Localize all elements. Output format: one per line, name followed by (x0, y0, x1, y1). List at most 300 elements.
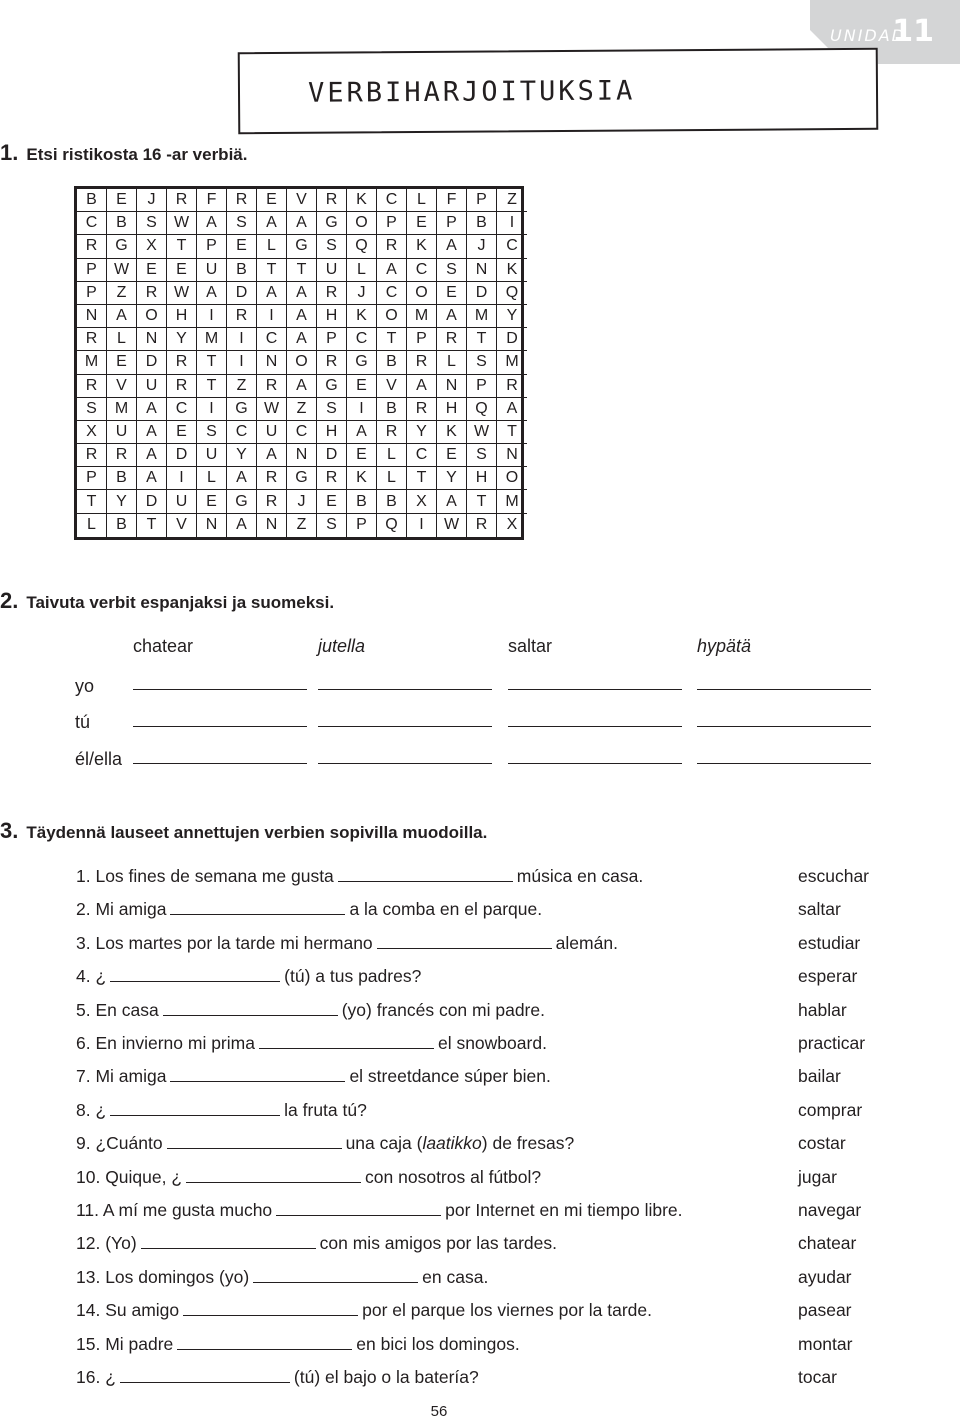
grid-cell: T (197, 351, 227, 374)
grid-cell: Z (287, 398, 317, 421)
grid-cell: Y (407, 421, 437, 444)
grid-cell: U (317, 259, 347, 282)
exercise-3-heading (0, 818, 487, 844)
grid-cell: L (197, 467, 227, 490)
grid-cell: L (77, 514, 107, 537)
answer-blank[interactable] (170, 914, 345, 915)
grid-cell: M (497, 490, 527, 513)
grid-cell: L (437, 351, 467, 374)
verb-hint: bailar (798, 1066, 841, 1087)
grid-cell: C (227, 421, 257, 444)
grid-cell: P (407, 328, 437, 351)
grid-cell: B (377, 398, 407, 421)
grid-cell: C (77, 212, 107, 235)
grid-cell: T (77, 490, 107, 513)
grid-cell: U (197, 444, 227, 467)
grid-cell: R (317, 282, 347, 305)
grid-cell: A (437, 305, 467, 328)
grid-cell: O (497, 467, 527, 490)
grid-cell: N (197, 514, 227, 537)
grid-cell: B (377, 351, 407, 374)
grid-cell: J (137, 189, 167, 212)
grid-cell: W (167, 282, 197, 305)
grid-cell: K (347, 189, 377, 212)
verb-hint: comprar (798, 1099, 863, 1120)
sentence-item (76, 966, 421, 987)
grid-cell: S (437, 259, 467, 282)
answer-blank[interactable] (163, 1015, 338, 1016)
grid-cell: N (437, 375, 467, 398)
grid-cell: R (77, 328, 107, 351)
grid-cell: M (77, 351, 107, 374)
grid-cell: P (467, 375, 497, 398)
grid-cell: Y (107, 490, 137, 513)
answer-blank[interactable] (110, 1115, 280, 1116)
verb-hint: navegar (798, 1200, 862, 1220)
grid-cell: D (137, 351, 167, 374)
grid-cell: E (107, 189, 137, 212)
grid-cell: L (347, 259, 377, 282)
sentence-start: 6. En invierno mi prima (76, 1033, 255, 1053)
grid-cell: C (347, 328, 377, 351)
grid-cell: B (347, 490, 377, 513)
grid-cell: E (347, 375, 377, 398)
grid-cell: T (467, 328, 497, 351)
grid-cell: R (227, 189, 257, 212)
grid-cell: E (137, 259, 167, 282)
grid-cell: T (407, 467, 437, 490)
sentence-item (76, 1167, 541, 1188)
grid-cell: C (287, 421, 317, 444)
verb-hint: escuchar (798, 866, 870, 886)
grid-cell: Q (467, 398, 497, 421)
answer-blank[interactable] (253, 1282, 418, 1283)
grid-cell: N (257, 514, 287, 537)
sentence-end: el streetdance súper bien. (349, 1066, 551, 1087)
grid-cell: I (497, 212, 527, 235)
grid-cell: L (377, 467, 407, 490)
grid-cell: Z (107, 282, 137, 305)
grid-cell: A (197, 282, 227, 305)
grid-cell: Q (377, 514, 407, 537)
grid-cell: B (107, 514, 137, 537)
grid-cell: H (317, 421, 347, 444)
grid-cell: B (107, 212, 137, 235)
sentence-item (76, 1133, 574, 1154)
sentence-start: 16. ¿ (76, 1367, 116, 1387)
answer-blank[interactable] (133, 763, 307, 764)
answer-blank[interactable] (377, 948, 552, 949)
sentence-end: (tú) el bajo o la batería? (293, 1367, 479, 1387)
grid-cell: G (317, 375, 347, 398)
sentence-end: la fruta tú? (284, 1099, 367, 1120)
sentence-item (76, 899, 542, 920)
exercise-instruction: Taivuta verbit espanjaksi ja suomeksi. (26, 593, 335, 612)
grid-cell: M (497, 351, 527, 374)
answer-blank[interactable] (508, 763, 682, 764)
grid-cell: S (467, 351, 497, 374)
grid-cell: R (137, 282, 167, 305)
answer-blank[interactable] (508, 726, 682, 727)
grid-cell: S (317, 235, 347, 258)
grid-cell: M (407, 305, 437, 328)
answer-blank[interactable] (338, 881, 513, 882)
sentence-start: 3. Los martes por la tarde mi hermano (76, 932, 373, 953)
grid-cell: D (497, 328, 527, 351)
sentence-end: (tú) a tus padres? (284, 966, 422, 987)
grid-cell: A (437, 235, 467, 258)
sentence-item (76, 933, 618, 954)
grid-cell: A (107, 305, 137, 328)
grid-cell: E (167, 259, 197, 282)
grid-cell: T (167, 235, 197, 258)
grid-cell: E (257, 189, 287, 212)
verb-hint: ayudar (798, 1266, 852, 1287)
grid-cell: A (257, 212, 287, 235)
grid-cell: Q (347, 235, 377, 258)
grid-cell: D (167, 444, 197, 467)
grid-cell: C (377, 282, 407, 305)
grid-cell: T (497, 421, 527, 444)
sentence-item (76, 1066, 551, 1087)
grid-cell: L (407, 189, 437, 212)
grid-cell: E (197, 490, 227, 513)
sentence-start: 9. ¿Cuánto (76, 1133, 163, 1154)
answer-blank[interactable] (697, 763, 871, 764)
grid-cell: G (317, 212, 347, 235)
grid-cell: R (407, 351, 437, 374)
pronoun-label: tú (75, 712, 91, 732)
grid-cell: S (317, 514, 347, 537)
grid-cell: P (77, 467, 107, 490)
grid-cell: Y (497, 305, 527, 328)
grid-cell: R (407, 398, 437, 421)
grid-cell: J (467, 235, 497, 258)
answer-blank[interactable] (141, 1248, 316, 1249)
grid-cell: F (197, 189, 227, 212)
answer-blank[interactable] (170, 1081, 345, 1082)
grid-cell: Z (287, 514, 317, 537)
sentence-end: por Internet en mi tiempo libre. (445, 1200, 683, 1220)
grid-cell: O (407, 282, 437, 305)
unit-number: 11 (892, 14, 934, 49)
grid-cell: K (347, 467, 377, 490)
grid-cell: J (347, 282, 377, 305)
sentence-item (76, 1367, 479, 1388)
grid-cell: R (77, 444, 107, 467)
verb-hint: hablar (798, 999, 847, 1020)
grid-cell: L (107, 328, 137, 351)
grid-cell: T (287, 259, 317, 282)
answer-blank[interactable] (318, 763, 492, 764)
sentence-item (76, 1233, 557, 1254)
grid-cell: V (107, 375, 137, 398)
grid-cell: I (407, 514, 437, 537)
sentence-end: con nosotros al fútbol? (365, 1166, 542, 1187)
grid-cell: V (167, 514, 197, 537)
grid-cell: P (467, 189, 497, 212)
column-header: hypätä (697, 636, 752, 656)
grid-cell: I (227, 328, 257, 351)
grid-cell: Q (497, 282, 527, 305)
grid-cell: N (77, 305, 107, 328)
exercise-number: 3. (0, 818, 19, 843)
grid-cell: T (137, 514, 167, 537)
grid-cell: K (347, 305, 377, 328)
grid-cell: R (77, 235, 107, 258)
exercise-instruction: Täydennä lauseet annettujen verbien sopivilla muodoilla. (26, 823, 488, 842)
word-search-cells (77, 189, 521, 537)
sentence-item (76, 1267, 488, 1288)
grid-cell: E (167, 421, 197, 444)
grid-cell: D (137, 490, 167, 513)
grid-cell: Z (227, 375, 257, 398)
grid-cell: G (227, 398, 257, 421)
grid-cell: X (407, 490, 437, 513)
grid-cell: R (257, 467, 287, 490)
sentence-start: 13. Los domingos (yo) (76, 1266, 250, 1287)
verb-hint: tocar (798, 1367, 837, 1387)
grid-cell: O (287, 351, 317, 374)
exercise-instruction: Etsi ristikosta 16 -ar verbiä. (26, 145, 248, 164)
sentence-end: alemán. (555, 932, 618, 953)
grid-cell: E (107, 351, 137, 374)
sentence-end: en bici los domingos. (356, 1333, 520, 1354)
grid-cell: C (407, 444, 437, 467)
sentence-end: a la comba en el parque. (349, 899, 543, 920)
grid-cell: R (497, 375, 527, 398)
answer-blank[interactable] (259, 1048, 434, 1049)
grid-cell: X (137, 235, 167, 258)
answer-blank[interactable] (110, 981, 280, 982)
grid-cell: W (257, 398, 287, 421)
sentence-item (76, 1000, 545, 1021)
grid-cell: N (467, 259, 497, 282)
sentence-item (76, 1100, 367, 1121)
sentence-start: 14. Su amigo (76, 1300, 180, 1321)
grid-cell: H (317, 305, 347, 328)
grid-cell: A (227, 514, 257, 537)
grid-cell: R (377, 421, 407, 444)
grid-cell: E (227, 235, 257, 258)
column-header: saltar (508, 636, 553, 656)
grid-cell: S (317, 398, 347, 421)
pronoun-label: yo (75, 676, 95, 696)
answer-blank[interactable] (697, 689, 871, 690)
sentence-end: una caja (laatikko) de fresas? (345, 1133, 575, 1154)
grid-cell: G (227, 490, 257, 513)
grid-cell: W (107, 259, 137, 282)
unit-label: UNIDAD (830, 26, 906, 45)
grid-cell: A (227, 467, 257, 490)
grid-cell: A (287, 305, 317, 328)
verb-hint: saltar (798, 899, 841, 920)
grid-cell: G (287, 467, 317, 490)
sentence-end: con mis amigos por las tardes. (319, 1233, 557, 1254)
grid-cell: T (257, 259, 287, 282)
grid-cell: R (227, 305, 257, 328)
grid-cell: E (437, 444, 467, 467)
sentence-start: 11. A mí me gusta mucho (76, 1200, 273, 1220)
grid-cell: T (377, 328, 407, 351)
grid-cell: D (227, 282, 257, 305)
sentence-start: 8. ¿ (76, 1099, 107, 1120)
grid-cell: X (506, 516, 518, 534)
grid-cell: A (137, 467, 167, 490)
sentence-item (76, 1300, 652, 1321)
grid-cell: W (167, 212, 197, 235)
sentence-end: música en casa. (516, 866, 644, 886)
grid-cell: L (257, 235, 287, 258)
grid-cell: I (197, 398, 227, 421)
exercise-number: 2. (0, 588, 19, 613)
grid-cell: U (197, 259, 227, 282)
grid-cell: R (257, 375, 287, 398)
sentence-end: (yo) francés con mi padre. (341, 999, 545, 1020)
column-header: jutella (318, 636, 366, 656)
grid-cell: H (437, 398, 467, 421)
grid-cell: R (317, 467, 347, 490)
grid-cell: A (497, 398, 527, 421)
answer-blank[interactable] (183, 1315, 358, 1316)
answer-blank[interactable] (120, 1382, 290, 1383)
grid-cell: A (347, 421, 377, 444)
grid-cell: I (227, 351, 257, 374)
grid-cell: R (167, 189, 197, 212)
word-search-grid (74, 186, 524, 540)
sentence-start: 4. ¿ (76, 966, 107, 987)
grid-cell: P (197, 235, 227, 258)
grid-cell: K (437, 421, 467, 444)
grid-cell: A (287, 375, 317, 398)
grid-cell: A (257, 282, 287, 305)
grid-cell: S (137, 212, 167, 235)
grid-cell: S (197, 421, 227, 444)
grid-cell: R (467, 514, 497, 537)
answer-blank[interactable] (508, 689, 682, 690)
sentence-start: 10. Quique, ¿ (76, 1166, 183, 1187)
grid-cell: Y (227, 444, 257, 467)
grid-cell: A (287, 212, 317, 235)
grid-cell: V (377, 375, 407, 398)
answer-blank[interactable] (133, 689, 307, 690)
grid-cell: A (377, 259, 407, 282)
sentence-end: el snowboard. (437, 1033, 547, 1053)
grid-cell: A (407, 375, 437, 398)
answer-blank[interactable] (318, 726, 492, 727)
answer-blank[interactable] (177, 1349, 352, 1350)
grid-cell: A (137, 421, 167, 444)
answer-blank[interactable] (697, 726, 871, 727)
grid-cell: A (287, 328, 317, 351)
grid-cell: S (227, 212, 257, 235)
pronoun-label: él/ella (75, 749, 123, 769)
grid-cell: B (377, 490, 407, 513)
grid-cell: U (167, 490, 197, 513)
grid-cell: O (137, 305, 167, 328)
exercise-2-heading (0, 588, 334, 614)
grid-cell: I (257, 305, 287, 328)
grid-cell: U (257, 421, 287, 444)
sentence-start: 1. Los fines de semana me gusta (76, 866, 334, 886)
grid-cell: G (107, 235, 137, 258)
verb-hint: estudiar (798, 932, 861, 953)
answer-blank[interactable] (167, 1148, 342, 1149)
grid-cell: I (167, 467, 197, 490)
grid-cell: C (257, 328, 287, 351)
grid-cell: K (497, 259, 527, 282)
grid-cell: A (257, 444, 287, 467)
sentence-start: 15. Mi padre (76, 1333, 174, 1354)
grid-cell: R (167, 351, 197, 374)
page-title: VERBIHARJOITUKSIA (307, 75, 636, 109)
grid-cell: H (467, 467, 497, 490)
verb-hint: pasear (798, 1300, 852, 1321)
grid-cell: U (107, 421, 137, 444)
sentence-start: 2. Mi amiga (76, 899, 167, 920)
grid-cell: B (77, 189, 107, 212)
verb-hint: chatear (798, 1233, 857, 1254)
grid-cell: E (317, 490, 347, 513)
grid-cell: K (407, 235, 437, 258)
grid-cell: C (377, 189, 407, 212)
grid-cell: W (467, 421, 497, 444)
sentence-start: 7. Mi amiga (76, 1066, 167, 1087)
grid-cell: O (377, 305, 407, 328)
grid-cell: X (77, 421, 107, 444)
sentence-item (76, 1033, 547, 1054)
answer-blank[interactable] (186, 1182, 361, 1183)
grid-cell: C (407, 259, 437, 282)
grid-cell: P (317, 328, 347, 351)
answer-blank[interactable] (276, 1215, 441, 1216)
grid-cell: B (227, 259, 257, 282)
grid-cell: P (77, 282, 107, 305)
answer-blank[interactable] (133, 726, 307, 727)
grid-cell: D (317, 444, 347, 467)
grid-cell: T (467, 490, 497, 513)
answer-blank[interactable] (318, 689, 492, 690)
grid-cell: A (287, 282, 317, 305)
grid-cell: N (257, 351, 287, 374)
grid-cell: L (377, 444, 407, 467)
verb-hint: practicar (798, 1033, 866, 1053)
grid-cell: M (107, 398, 137, 421)
grid-cell: M (197, 328, 227, 351)
grid-cell: N (137, 328, 167, 351)
grid-cell: N (287, 444, 317, 467)
exercise-1-heading (0, 140, 247, 166)
grid-cell: V (287, 189, 317, 212)
grid-cell: O (347, 212, 377, 235)
grid-cell: I (347, 398, 377, 421)
grid-cell: Z (497, 189, 527, 212)
grid-cell: S (467, 444, 497, 467)
grid-cell: G (347, 351, 377, 374)
verb-hint: jugar (798, 1166, 837, 1187)
verb-hint: montar (798, 1333, 853, 1354)
grid-cell: P (377, 212, 407, 235)
grid-cell: F (437, 189, 467, 212)
grid-cell: I (197, 305, 227, 328)
grid-cell: A (137, 398, 167, 421)
page-number: 56 (430, 1403, 448, 1420)
sentence-end: en casa. (422, 1266, 489, 1287)
grid-cell: A (437, 490, 467, 513)
grid-cell: A (137, 444, 167, 467)
grid-cell: S (77, 398, 107, 421)
grid-cell: R (317, 189, 347, 212)
